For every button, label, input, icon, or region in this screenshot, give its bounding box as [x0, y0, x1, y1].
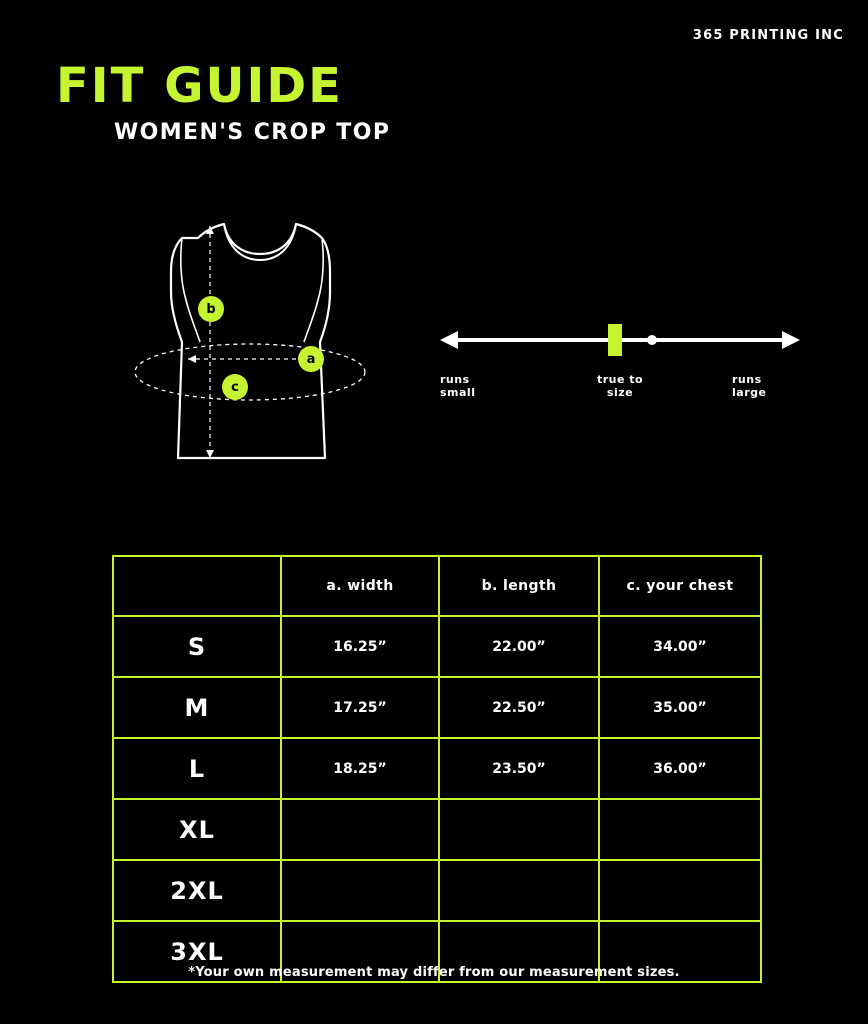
fit-scale-label-left-line1: runs [440, 373, 470, 386]
fit-scale-axis [440, 318, 800, 378]
cell-length: 23.50” [439, 738, 599, 799]
fit-scale-label-center-line2: size [606, 385, 634, 399]
cell-chest: 35.00” [599, 677, 761, 738]
brand-name: 365 PRINTING INC [692, 28, 844, 43]
cell-size: 2XL [113, 860, 281, 921]
cell-chest: 36.00” [599, 738, 761, 799]
table-row [113, 799, 761, 860]
page-subtitle: WOMEN'S CROP TOP [114, 120, 391, 145]
fit-scale-label-left-line2: small [440, 385, 476, 399]
fit-scale-label-left [440, 374, 510, 399]
cell-width: 16.25” [281, 616, 439, 677]
fit-scale-indicator [608, 324, 622, 356]
cell-size: M [113, 677, 281, 738]
column-header-width: a. width [281, 556, 439, 616]
fit-scale-label-center [570, 374, 670, 399]
fit-scale-dot [647, 335, 657, 345]
cell-length [439, 799, 599, 860]
table-row [113, 860, 761, 921]
fit-scale-label-right-line2: large [732, 385, 767, 399]
cell-size: S [113, 616, 281, 677]
table-header-row [113, 556, 761, 616]
column-header-length: b. length [439, 556, 599, 616]
crop-top-diagram [120, 196, 420, 496]
size-chart-table [112, 555, 762, 983]
page-title: FIT GUIDE [56, 58, 343, 114]
column-header-size [113, 556, 281, 616]
cell-length: 22.00” [439, 616, 599, 677]
table-row [113, 677, 761, 738]
garment-illustration [120, 196, 420, 496]
fit-scale-labels [440, 374, 800, 414]
fit-scale [440, 318, 800, 428]
cell-width: 18.25” [281, 738, 439, 799]
size-chart [112, 555, 760, 983]
footnote: *Your own measurement may differ from our measurement sizes. [188, 965, 680, 980]
fit-scale-label-right [732, 374, 800, 399]
cell-length: 22.50” [439, 677, 599, 738]
fit-scale-label-right-line1: runs [732, 373, 762, 386]
column-header-chest: c. your chest [599, 556, 761, 616]
cell-chest: 34.00” [599, 616, 761, 677]
cell-chest [599, 799, 761, 860]
cell-size: XL [113, 799, 281, 860]
cell-width [281, 799, 439, 860]
cell-size: L [113, 738, 281, 799]
marker-c: c [222, 374, 248, 400]
cell-width: 17.25” [281, 677, 439, 738]
cell-length [439, 860, 599, 921]
cell-size: 3XL [113, 921, 281, 982]
fit-scale-label-center-line1: true to [596, 373, 644, 386]
marker-b: b [198, 296, 224, 322]
table-row [113, 616, 761, 677]
cell-width [281, 860, 439, 921]
cell-chest [599, 860, 761, 921]
marker-a: a [298, 346, 324, 372]
table-row [113, 738, 761, 799]
